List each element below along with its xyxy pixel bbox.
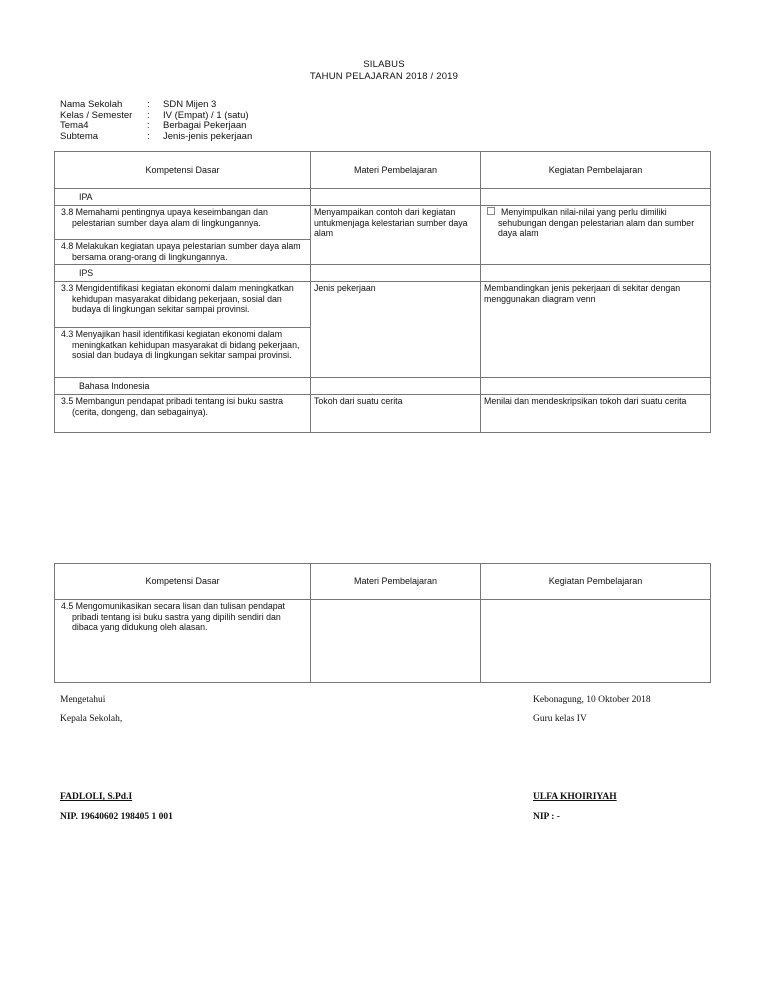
header-kegiatan: Kegiatan Pembelajaran [481,152,711,189]
info-colon: : [147,120,150,131]
info-value: Berbagai Pekerjaan [163,120,247,131]
empty-cell [481,189,711,206]
kd-text: 4.3 Menyajikan hasil identifikasi kegiatan ekonomi dalam meningkatkan kehidupan masyarakat di bidang pekerjaan, sosial dan budaya di lingkungan sekitar sampai provinsi. [61,329,300,360]
table-row-bindo-2 [55,600,711,683]
kegiatan-text: Menilai dan mendeskripsikan tokoh dari suatu cerita [484,396,687,406]
materi-cell [311,282,481,378]
section-label-bindo: Bahasa Indonesia [55,378,311,395]
header-kompetensi: Kompetensi Dasar [55,564,311,600]
empty-cell [311,189,481,206]
kd-text: 3.8 Memahami pentingnya upaya keseimbangan dan pelestarian sumber daya alam di lingkungannya. [61,207,268,228]
syllabus-table-continued [54,563,711,683]
document-title: SILABUS [363,59,405,70]
info-value: Jenis-jenis pekerjaan [163,130,253,142]
info-label: Nama Sekolah [60,99,123,110]
header-materi: Materi Pembelajaran [311,152,481,189]
kegiatan-cell [481,395,711,433]
kd-cell [55,206,311,240]
sig-place-date: Kebonagung, 10 Oktober 2018 [533,695,651,705]
table-row-ips-1 [55,282,711,328]
materi-text: Menyampaikan contoh dari kegiatan untukmenjaga kelestarian sumber daya alam [314,207,468,238]
info-value: SDN Mijen 3 [163,99,217,110]
info-colon: : [147,109,150,121]
kd-cell [55,395,311,433]
kd-cell [55,282,311,328]
header-materi: Materi Pembelajaran [311,564,481,600]
section-row-ipa [55,189,711,206]
kegiatan-text: Menyimpulkan nilai-nilai yang perlu dimiliki sehubungan dengan pelestarian alam dan sumber daya alam [498,207,695,238]
info-value: IV (Empat) / 1 (satu) [163,109,249,121]
kd-text: 4.8 Melakukan kegiatan upaya pelestarian sumber daya alam bersama orang-orang di lingkungannya. [61,241,301,262]
table-row-bindo-1 [55,395,711,433]
kegiatan-item [484,207,707,239]
kegiatan-cell [481,206,711,265]
info-row-subtheme [60,132,252,143]
table-header-row [55,564,711,600]
checkbox-bullet-icon [487,207,495,215]
info-label: Tema4 [60,120,89,131]
section-label-ips: IPS [55,265,311,282]
info-row-theme [60,121,252,132]
school-info [60,100,252,142]
materi-text: Jenis pekerjaan [314,283,376,293]
sig-teacher-nip: NIP : - [533,812,560,822]
kd-cell [55,240,311,265]
info-label: Kelas / Semester [60,109,133,121]
section-row-ips [55,265,711,282]
sig-teacher-name: ULFA KHOIRIYAH [533,792,617,802]
empty-cell [311,600,481,683]
empty-cell [481,378,711,395]
kd-cell [55,600,311,683]
header-kegiatan: Kegiatan Pembelajaran [481,564,711,600]
document-year: TAHUN PELAJARAN 2018 / 2019 [309,71,459,82]
kd-cell [55,328,311,378]
kd-text: 3.5 Membangun pendapat pribadi tentang isi buku sastra (cerita, dongeng, dan sebagainya). [61,396,284,417]
kd-text: 4.5 Mengomunikasikan secara lisan dan tulisan pendapat pribadi tentang isi buku sastra yang dipilih sendiri dan dibaca yang didukung oleh alasan. [61,601,285,632]
kd-text: 3.3 Mengidentifikasi kegiatan ekonomi dalam meningkatkan kehidupan masyarakat dibidang pekerjaan, sosial dan budaya di lingkungan sekitar sampai provinsi. [61,283,294,314]
sig-teacher-role: Guru kelas IV [533,714,587,724]
table-row-ipa-1 [55,206,711,240]
empty-cell [481,265,711,282]
header-kompetensi: Kompetensi Dasar [55,152,311,189]
kegiatan-text: Membandingkan jenis pekerjaan di sekitar dengan menggunakan diagram venn [484,283,681,304]
table-header-row [55,152,711,189]
info-colon: : [147,130,150,142]
empty-cell [481,600,711,683]
materi-cell [311,395,481,433]
materi-cell [311,206,481,265]
sig-known: Mengetahui [60,695,106,705]
info-label: Subtema [60,130,99,142]
info-row-school [60,100,252,111]
empty-cell [311,265,481,282]
info-colon: : [147,99,150,110]
materi-text: Tokoh dari suatu cerita [314,396,403,406]
kegiatan-cell [481,282,711,378]
sig-headmaster-name: FADLOLI, S.Pd.I [60,792,133,802]
sig-headmaster-nip: NIP. 19640602 198405 1 001 [60,812,173,822]
syllabus-table [54,151,711,433]
section-row-bindo [55,378,711,395]
section-label-ipa: IPA [55,189,311,206]
empty-cell [311,378,481,395]
sig-headmaster-role: Kepala Sekolah, [60,714,123,724]
